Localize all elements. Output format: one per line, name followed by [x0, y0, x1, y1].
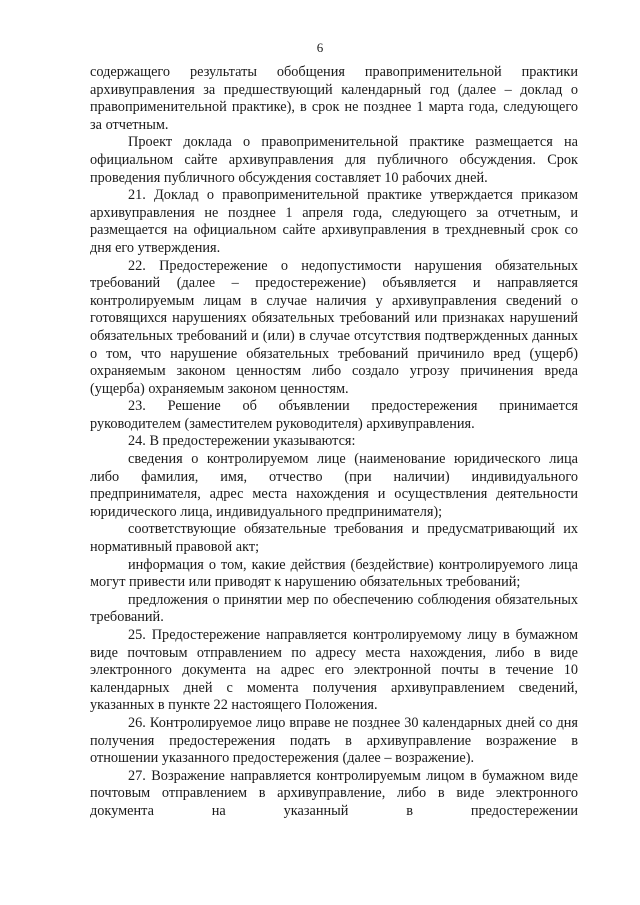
paragraph-21: 21. Доклад о правоприменительной практике утверждается приказом архивуправления не позднее 1 апреля года, следующего за отчетным, и размещается на официальном сайте архивуправления в трехдневный срок со дня его утверждения. — [90, 187, 578, 256]
paragraph-26: 26. Контролируемое лицо вправе не позднее 30 календарных дней со дня получения предостережения подать в архивуправление возражение в отношении указанного предостережения (далее – возражение). — [90, 714, 578, 767]
list-item-actions-info: информация о том, какие действия (бездействие) контролируемого лица могут привести или приводят к нарушению обязательных требований; — [90, 556, 578, 591]
paragraph-24: 24. В предостережении указываются: — [128, 433, 356, 450]
paragraph-27: 27. Возражение направляется контролируемым лицом в бумажном виде почтовым отправлением в архивуправление, либо в виде электронного документа на указанный в предостережении — [90, 767, 578, 819]
list-item-requirements: соответствующие обязательные требования и предусматривающий их нормативный правовой акт; — [90, 521, 578, 556]
paragraph-continuation: содержащего результаты обобщения правоприменительной практики архивуправления за предшествующий календарный год (далее – доклад о правоприменительной практике), в срок не позднее 1 марта года, следующего за отчетным. — [90, 64, 578, 133]
paragraph-25: 25. Предостережение направляется контролируемому лицу в бумажном виде почтовым отправлением по адресу места нахождения, либо в виде электронного документа на адрес его электронной почты в течение 10 календарных дней с момента получения архивуправлением сведений, указанных в пункте 22 настоящего Положения. — [90, 627, 578, 714]
document-body — [90, 64, 578, 821]
list-item-controlled-person-info: сведения о контролируемом лице (наименование юридического лица либо фамилия, имя, отчество (при наличии) индивидуального предпринимателя, адрес места нахождения и осуществления деятельности юридического лица, индивидуального предпринимателя); — [90, 451, 578, 520]
page-number: 6 — [316, 40, 324, 55]
list-item-proposals: предложения о принятии мер по обеспечению соблюдения обязательных требований. — [90, 591, 578, 626]
paragraph-draft-report: Проект доклада о правоприменительной практике размещается на официальном сайте архивуправления для публичного обсуждения. Срок проведения публичного обсуждения составляет 10 рабочих дней. — [90, 134, 578, 186]
paragraph-23: 23. Решение об объявлении предостережения принимается руководителем (заместителем руководителя) архивуправления. — [90, 398, 578, 432]
paragraph-22: 22. Предостережение о недопустимости нарушения обязательных требований (далее – предостережение) объявляется и направляется контролируемым лицам в случае наличия у архивуправления сведений о готовящихся нарушениях обязательных требований или признаках нарушений обязательных требований и (или) в случае отсутствия подтвержденных данных о том, что нарушение обязательных требований причинило вред (ущерб) охраняемым законом ценностям либо создало угрозу причинения вреда (ущерба) охраняемым законом ценностям. — [90, 257, 578, 397]
